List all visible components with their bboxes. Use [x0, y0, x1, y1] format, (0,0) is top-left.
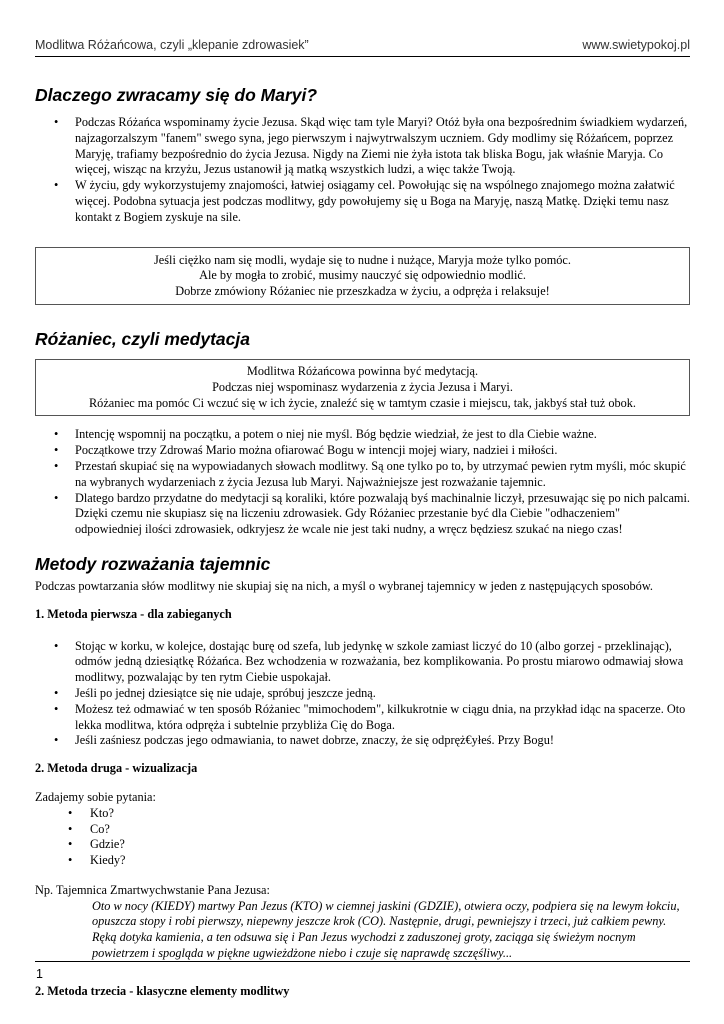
section-heading-methods: Metody rozważania tajemnic: [35, 553, 271, 574]
list-item: • Kiedy?: [35, 853, 690, 869]
callout-line: Różaniec ma pomóc Ci wczuć się w ich życie, znaleźć się w tamtym czasie i miejscu, tak, jakbyś stał tuż obok.: [88, 395, 637, 410]
list-item: • Co?: [35, 822, 690, 838]
list-item: • Przestań skupiać się na wypowiadanych słowach modlitwy. Są one tylko po to, by utrzymać pewien rytm myśli, móc skupić na wybranych wydarzeniach z życia Jezusa lub Maryi. Najważniejsze jest rozważanie tajemnic.: [35, 459, 690, 491]
header-website: www.swietypokoj.pl: [582, 38, 690, 52]
list-item: • Podczas Różańca wspominamy życie Jezusa. Skąd więc tam tyle Maryi? Otóż była ona bezpośrednim świadkiem wydarzeń, najzagorzalszym "fanem" swego syna, jego pierwszym i najwytrwalszym uczniem. Gdy modlimy się Różańcem, poprzez Maryję, trafiamy bezpośrednio do życia Jezusa. Nigdy na Ziemi nie żyła istota tak bliska Bogu, jak właśnie Maryja. Co więcej, wisząc na krzyżu, Jezus ustanowił ją matką wszystkich ludzi, a więc także Twoją.: [35, 115, 690, 178]
methods-intro: Podczas powtarzania słów modlitwy nie skupiaj się na nich, a myśl o wybranej tajemnicy w jeden z następujących sposobów.: [35, 578, 653, 593]
list-item: • Dlatego bardzo przydatne do medytacji są koraliki, które pozwalają byś machinalnie liczył, przesuwając się po nich palcami. Dzięki czemu nie skupiasz się na liczeniu zdrowasiek. Gdy Różaniec przestanie być dla Ciebie "odhaczeniem" odpowiedniej ilości zdrowasiek, odkryjesz że wcale nie jest taki nudny, a wręcz będziesz szukać na niego czas!: [35, 491, 690, 538]
method-2-intro: Zadajemy sobie pytania:: [35, 789, 156, 804]
bullet-list-why-mary: [35, 115, 690, 226]
header-title: Modlitwa Różańcowa, czyli „klepanie zdrowasiek”: [35, 38, 309, 52]
list-item: • W życiu, gdy wykorzystujemy znajomości, łatwiej osiągamy cel. Powołując się na wspólnego znajomego można załatwić więcej. Podobna sytuacja jest podczas modlitwy, gdy powołujemy się u Boga na Maryję, naszą Matkę. Dzięki temu nasz kontakt z Bogiem zyskuje na sile.: [35, 178, 690, 225]
list-item: • Kto?: [35, 806, 690, 822]
method-1-title: 1. Metoda pierwsza - dla zabieganych: [35, 606, 232, 621]
method-2-title: 2. Metoda druga - wizualizacja: [35, 761, 198, 776]
callout-line: Ale by mogła to zrobić, musimy nauczyć się odpowiednio modlić.: [199, 268, 526, 283]
page-number: 1: [36, 967, 43, 981]
list-item: • Intencję wspomnij na początku, a potem o niej nie myśl. Bóg będzie wiedział, że jest to dla Ciebie ważne.: [35, 427, 690, 443]
callout-line: Jeśli ciężko nam się modli, wydaje się to nudne i nużące, Maryja może tylko pomóc.: [154, 252, 571, 267]
example-text: Oto w nocy (KIEDY) martwy Pan Jezus (KTO) w ciemnej jaskini (GDZIE), otwiera oczy, podpiera się na lewym łokciu, opuszcza stopy i robi pierwszy, niepewny jeszcze krok (CO). Następnie, drugi, pewniejszy i trzeci, już całkiem pewny. Ręką dotyka kamienia, a ten odsuwa się i Pan Jezus wychodzi z zaduszonej groty, zaciąga się świeżym nocnym powietrzem i spogląda w piękne ugwieżdżone niebo i czuje się naprawdę szczęśliwy...: [92, 898, 680, 961]
list-item: • Gdzie?: [35, 837, 690, 853]
callout-box-meditation: [35, 359, 690, 416]
section-heading-why-mary: Dlaczego zwracamy się do Maryi?: [35, 85, 318, 105]
callout-line: Modlitwa Różańcowa powinna być medytacją.: [246, 363, 479, 378]
list-item: • Jeśli zaśniesz podczas jego odmawiania, to nawet dobrze, znaczy, że się odpręż€yłeś. Przy Bogu!: [35, 733, 690, 749]
callout-line: Podczas niej wspominasz wydarzenia z życia Jezusa i Maryi.: [212, 379, 513, 394]
list-item: • Możesz też odmawiać w ten sposób Różaniec "mimochodem", kilkukrotnie w ciągu dnia, na przykład idąc na spacerze. Oto lekka modlitwa, która odpręża i subtelnie przybliża Cię do Boga.: [35, 702, 690, 734]
bullet-list-meditation: [35, 427, 690, 538]
list-item: • Jeśli po jednej dziesiątce się nie udaje, spróbuj jeszcze jedną.: [35, 686, 690, 702]
section-heading-meditation: Różaniec, czyli medytacja: [35, 328, 250, 349]
method-3-title: 2. Metoda trzecia - klasyczne elementy modlitwy: [35, 983, 290, 998]
page-footer: [35, 961, 690, 981]
question-list: [35, 806, 690, 869]
example-label: Np. Tajemnica Zmartwychwstanie Pana Jezusa:: [35, 882, 270, 897]
callout-box-prayer-help: [35, 247, 690, 305]
callout-line: Dobrze zmówiony Różaniec nie przeszkadza w życiu, a odpręża i relaksuje!: [175, 284, 550, 299]
page-header: [35, 36, 690, 57]
list-item: • Stojąc w korku, w kolejce, dostając burę od szefa, lub jedynkę w szkole zamiast liczyć do 10 (albo gorzej - przeklinając), odmów jedną dziesiątkę Różańca. Bez wchodzenia w rozważania, bez komplikowania. Po prostu miarowo odmawiaj słowa modlitwy, pozwalając by ten rytm Ciebie uspokajał.: [35, 639, 690, 686]
document-body: [35, 84, 690, 1000]
bullet-list-method-1: [35, 639, 690, 750]
list-item: • Początkowe trzy Zdrowaś Mario można ofiarować Bogu w intencji mojej wiary, nadziei i miłości.: [35, 443, 690, 459]
